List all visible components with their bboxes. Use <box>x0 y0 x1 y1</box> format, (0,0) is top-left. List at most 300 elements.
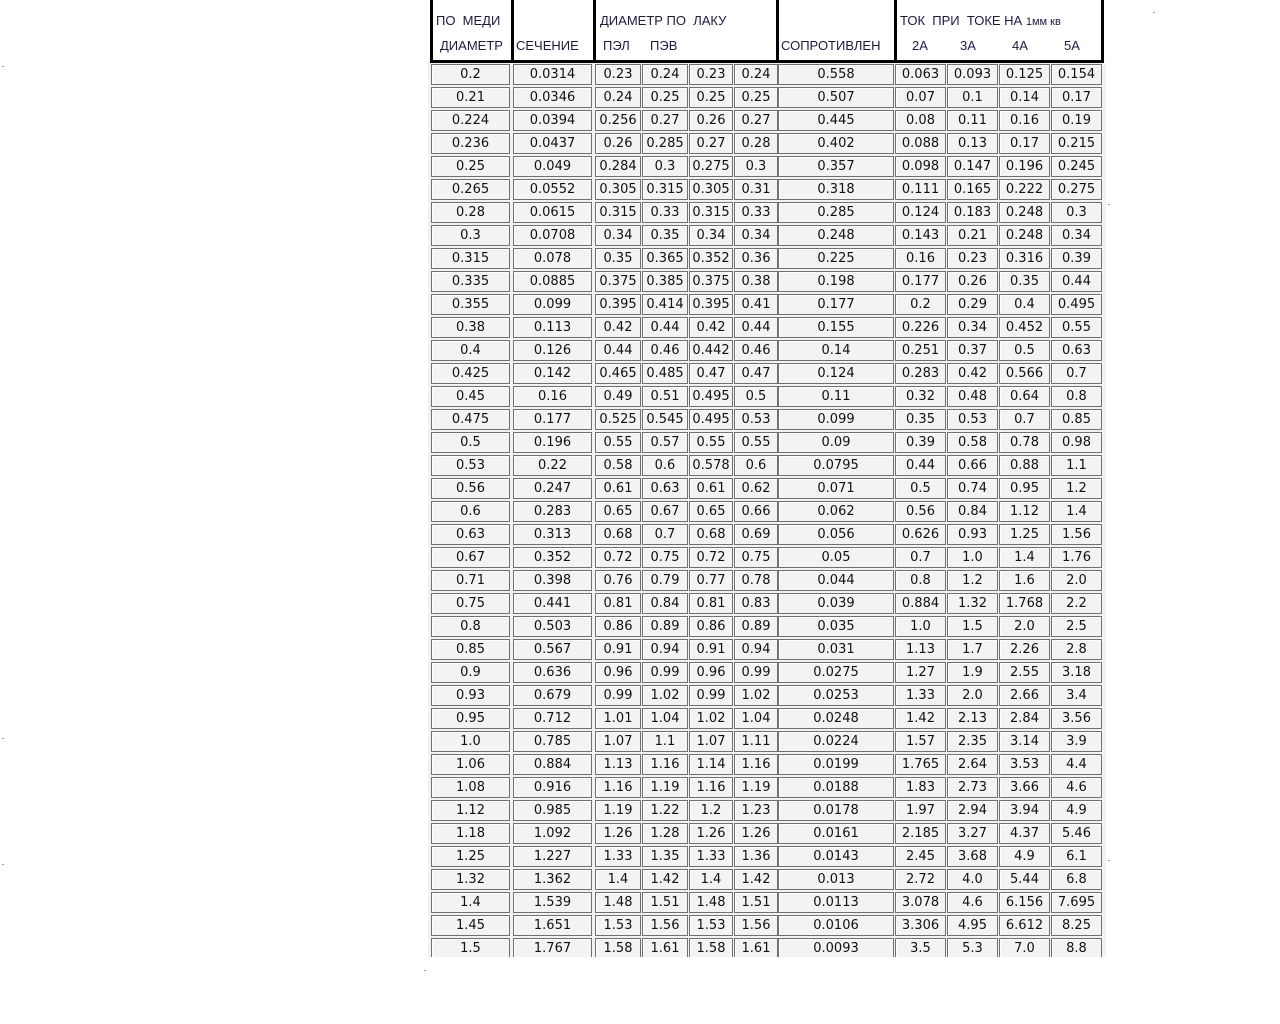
cell-pev-min: 0.375 <box>689 271 733 292</box>
cell-pev-max: 1.42 <box>734 869 778 890</box>
table-body <box>428 63 1106 957</box>
cell-current-4a: 0.14 <box>999 87 1050 108</box>
header-section: СЕЧЕНИЕ <box>516 38 579 53</box>
cell-current-4a: 0.17 <box>999 133 1050 154</box>
cell-section: 0.0885 <box>513 271 592 292</box>
cell-pev-max: 1.19 <box>734 777 778 798</box>
cell-current-3a: 0.53 <box>947 409 998 430</box>
cell-current-4a: 1.768 <box>999 593 1050 614</box>
cell-pev-min: 0.91 <box>689 639 733 660</box>
cell-resistance: 0.09 <box>778 432 894 453</box>
cell-section: 0.142 <box>513 363 592 384</box>
cell-pel-min: 0.86 <box>595 616 641 637</box>
table-row <box>428 776 1106 799</box>
cell-resistance: 0.558 <box>778 64 894 85</box>
cell-pev-max: 0.36 <box>734 248 778 269</box>
cell-copper-diameter: 1.32 <box>431 869 510 890</box>
table-row <box>428 753 1106 776</box>
cell-current-5a: 0.8 <box>1051 386 1102 407</box>
cell-pev-max: 0.75 <box>734 547 778 568</box>
cell-current-4a: 0.222 <box>999 179 1050 200</box>
cell-current-2a: 1.42 <box>895 708 946 729</box>
cell-copper-diameter: 0.93 <box>431 685 510 706</box>
cell-pev-max: 0.38 <box>734 271 778 292</box>
cell-pev-min: 0.495 <box>689 409 733 430</box>
cell-copper-diameter: 0.2 <box>431 64 510 85</box>
cell-copper-diameter: 0.5 <box>431 432 510 453</box>
table-row <box>428 707 1106 730</box>
cell-resistance: 0.0106 <box>778 915 894 936</box>
cell-pev-max: 0.62 <box>734 478 778 499</box>
cell-pel-min: 0.34 <box>595 225 641 246</box>
cell-copper-diameter: 0.38 <box>431 317 510 338</box>
cell-current-2a: 0.32 <box>895 386 946 407</box>
cell-pel-min: 0.26 <box>595 133 641 154</box>
cell-pel-min: 0.23 <box>595 64 641 85</box>
cell-section: 0.196 <box>513 432 592 453</box>
cell-current-2a: 0.626 <box>895 524 946 545</box>
header-border-2 <box>593 0 596 63</box>
cell-pev-max: 0.34 <box>734 225 778 246</box>
table-row <box>428 109 1106 132</box>
cell-pev-max: 0.78 <box>734 570 778 591</box>
cell-current-5a: 6.8 <box>1051 869 1102 890</box>
table-row <box>428 408 1106 431</box>
cell-pev-max: 0.31 <box>734 179 778 200</box>
cell-pev-max: 1.56 <box>734 915 778 936</box>
cell-copper-diameter: 0.9 <box>431 662 510 683</box>
cell-section: 0.0394 <box>513 110 592 131</box>
speck-2 <box>1108 204 1110 205</box>
cell-copper-diameter: 0.224 <box>431 110 510 131</box>
cell-current-4a: 4.9 <box>999 846 1050 867</box>
cell-current-4a: 4.37 <box>999 823 1050 844</box>
cell-current-3a: 1.9 <box>947 662 998 683</box>
header-border-3 <box>776 0 779 63</box>
table-row <box>428 937 1106 957</box>
cell-pel-max: 1.02 <box>642 685 688 706</box>
cell-copper-diameter: 0.85 <box>431 639 510 660</box>
cell-pev-min: 0.275 <box>689 156 733 177</box>
cell-section: 0.567 <box>513 639 592 660</box>
cell-pel-max: 0.94 <box>642 639 688 660</box>
cell-current-5a: 0.85 <box>1051 409 1102 430</box>
cell-pel-max: 0.385 <box>642 271 688 292</box>
cell-current-4a: 0.452 <box>999 317 1050 338</box>
cell-pel-min: 0.375 <box>595 271 641 292</box>
cell-current-3a: 0.42 <box>947 363 998 384</box>
table-row <box>428 224 1106 247</box>
cell-copper-diameter: 0.21 <box>431 87 510 108</box>
cell-pev-max: 0.6 <box>734 455 778 476</box>
cell-current-2a: 0.251 <box>895 340 946 361</box>
cell-current-4a: 0.566 <box>999 363 1050 384</box>
table-row <box>428 247 1106 270</box>
cell-current-4a: 3.66 <box>999 777 1050 798</box>
cell-current-2a: 0.2 <box>895 294 946 315</box>
table-row <box>428 63 1106 86</box>
cell-section: 0.352 <box>513 547 592 568</box>
cell-pel-min: 0.76 <box>595 570 641 591</box>
cell-current-5a: 1.2 <box>1051 478 1102 499</box>
cell-copper-diameter: 0.28 <box>431 202 510 223</box>
cell-current-4a: 0.88 <box>999 455 1050 476</box>
cell-pev-min: 0.99 <box>689 685 733 706</box>
cell-current-3a: 0.37 <box>947 340 998 361</box>
cell-pev-min: 1.4 <box>689 869 733 890</box>
cell-pev-min: 1.02 <box>689 708 733 729</box>
cell-resistance: 0.0143 <box>778 846 894 867</box>
cell-current-3a: 0.58 <box>947 432 998 453</box>
cell-pel-min: 1.4 <box>595 869 641 890</box>
cell-pel-max: 0.75 <box>642 547 688 568</box>
cell-current-3a: 0.23 <box>947 248 998 269</box>
cell-pev-min: 0.395 <box>689 294 733 315</box>
cell-current-2a: 0.283 <box>895 363 946 384</box>
cell-current-5a: 4.9 <box>1051 800 1102 821</box>
header-amp-3: 3А <box>960 38 976 53</box>
cell-pev-min: 0.86 <box>689 616 733 637</box>
cell-current-5a: 0.19 <box>1051 110 1102 131</box>
cell-pel-max: 1.35 <box>642 846 688 867</box>
cell-section: 0.916 <box>513 777 592 798</box>
cell-pel-min: 0.65 <box>595 501 641 522</box>
speck-7 <box>424 970 426 971</box>
cell-pel-max: 0.51 <box>642 386 688 407</box>
cell-pev-min: 0.96 <box>689 662 733 683</box>
cell-section: 0.099 <box>513 294 592 315</box>
cell-current-4a: 1.12 <box>999 501 1050 522</box>
cell-current-5a: 4.6 <box>1051 777 1102 798</box>
table-row <box>428 615 1106 638</box>
cell-section: 0.679 <box>513 685 592 706</box>
cell-pel-max: 0.46 <box>642 340 688 361</box>
cell-current-5a: 3.18 <box>1051 662 1102 683</box>
cell-current-5a: 4.4 <box>1051 754 1102 775</box>
speck-4 <box>2 66 4 67</box>
cell-current-3a: 0.84 <box>947 501 998 522</box>
cell-pev-max: 0.46 <box>734 340 778 361</box>
cell-current-3a: 3.68 <box>947 846 998 867</box>
cell-current-3a: 3.27 <box>947 823 998 844</box>
cell-pev-min: 1.2 <box>689 800 733 821</box>
cell-copper-diameter: 0.63 <box>431 524 510 545</box>
cell-current-5a: 2.2 <box>1051 593 1102 614</box>
cell-section: 0.113 <box>513 317 592 338</box>
cell-current-4a: 0.4 <box>999 294 1050 315</box>
cell-pev-max: 1.36 <box>734 846 778 867</box>
header-varnish-title: ДИАМЕТР ПО ЛАКУ <box>600 13 727 28</box>
cell-copper-diameter: 0.45 <box>431 386 510 407</box>
cell-current-2a: 0.088 <box>895 133 946 154</box>
cell-section: 1.227 <box>513 846 592 867</box>
cell-current-4a: 0.196 <box>999 156 1050 177</box>
cell-resistance: 0.031 <box>778 639 894 660</box>
cell-pel-min: 1.48 <box>595 892 641 913</box>
table-row <box>428 316 1106 339</box>
cell-resistance: 0.0093 <box>778 938 894 957</box>
cell-pel-max: 0.27 <box>642 110 688 131</box>
cell-section: 0.049 <box>513 156 592 177</box>
cell-current-5a: 0.63 <box>1051 340 1102 361</box>
cell-current-2a: 2.72 <box>895 869 946 890</box>
cell-current-5a: 0.34 <box>1051 225 1102 246</box>
cell-current-2a: 2.45 <box>895 846 946 867</box>
cell-pel-max: 0.24 <box>642 64 688 85</box>
cell-pev-min: 0.578 <box>689 455 733 476</box>
cell-current-3a: 0.1 <box>947 87 998 108</box>
cell-resistance: 0.318 <box>778 179 894 200</box>
table-row <box>428 155 1106 178</box>
cell-current-5a: 0.154 <box>1051 64 1102 85</box>
cell-current-3a: 2.64 <box>947 754 998 775</box>
cell-resistance: 0.0248 <box>778 708 894 729</box>
speck-1 <box>1153 12 1155 13</box>
cell-current-3a: 0.11 <box>947 110 998 131</box>
cell-pel-max: 0.3 <box>642 156 688 177</box>
header-border-4 <box>894 0 897 63</box>
cell-current-5a: 0.39 <box>1051 248 1102 269</box>
table-row <box>428 546 1106 569</box>
cell-pel-max: 0.414 <box>642 294 688 315</box>
cell-pev-max: 1.04 <box>734 708 778 729</box>
speck-5 <box>2 738 4 739</box>
cell-pel-max: 1.51 <box>642 892 688 913</box>
cell-pev-min: 1.48 <box>689 892 733 913</box>
cell-copper-diameter: 1.12 <box>431 800 510 821</box>
cell-current-5a: 3.9 <box>1051 731 1102 752</box>
cell-current-5a: 1.76 <box>1051 547 1102 568</box>
cell-current-3a: 0.183 <box>947 202 998 223</box>
cell-current-2a: 0.063 <box>895 64 946 85</box>
cell-current-3a: 2.73 <box>947 777 998 798</box>
cell-current-4a: 0.95 <box>999 478 1050 499</box>
cell-pel-max: 1.28 <box>642 823 688 844</box>
cell-current-2a: 0.7 <box>895 547 946 568</box>
cell-current-3a: 0.74 <box>947 478 998 499</box>
table-row <box>428 523 1106 546</box>
cell-section: 0.0615 <box>513 202 592 223</box>
cell-copper-diameter: 1.08 <box>431 777 510 798</box>
cell-pel-max: 0.63 <box>642 478 688 499</box>
cell-pev-max: 0.89 <box>734 616 778 637</box>
table-row <box>428 868 1106 891</box>
cell-current-2a: 1.27 <box>895 662 946 683</box>
cell-current-2a: 0.111 <box>895 179 946 200</box>
cell-current-5a: 0.98 <box>1051 432 1102 453</box>
table-header <box>428 0 1106 63</box>
cell-section: 0.985 <box>513 800 592 821</box>
cell-section: 0.441 <box>513 593 592 614</box>
cell-pel-min: 0.49 <box>595 386 641 407</box>
cell-resistance: 0.225 <box>778 248 894 269</box>
cell-resistance: 0.124 <box>778 363 894 384</box>
cell-resistance: 0.013 <box>778 869 894 890</box>
cell-pev-min: 0.25 <box>689 87 733 108</box>
table-row <box>428 799 1106 822</box>
cell-section: 0.313 <box>513 524 592 545</box>
cell-current-3a: 2.0 <box>947 685 998 706</box>
cell-pel-min: 0.96 <box>595 662 641 683</box>
table-row <box>428 270 1106 293</box>
cell-pev-min: 0.72 <box>689 547 733 568</box>
cell-copper-diameter: 0.425 <box>431 363 510 384</box>
cell-pel-max: 0.79 <box>642 570 688 591</box>
cell-pev-min: 1.14 <box>689 754 733 775</box>
cell-current-5a: 1.1 <box>1051 455 1102 476</box>
cell-pel-max: 0.545 <box>642 409 688 430</box>
table-row <box>428 201 1106 224</box>
cell-pev-min: 1.33 <box>689 846 733 867</box>
cell-pel-max: 0.89 <box>642 616 688 637</box>
cell-resistance: 0.14 <box>778 340 894 361</box>
cell-current-3a: 4.95 <box>947 915 998 936</box>
cell-pel-min: 0.55 <box>595 432 641 453</box>
table-row <box>428 845 1106 868</box>
cell-pev-max: 0.66 <box>734 501 778 522</box>
cell-current-3a: 0.13 <box>947 133 998 154</box>
table-row <box>428 822 1106 845</box>
cell-pev-max: 0.5 <box>734 386 778 407</box>
cell-copper-diameter: 1.25 <box>431 846 510 867</box>
cell-pev-min: 0.81 <box>689 593 733 614</box>
cell-current-3a: 0.21 <box>947 225 998 246</box>
cell-pel-min: 1.07 <box>595 731 641 752</box>
cell-current-2a: 1.765 <box>895 754 946 775</box>
cell-resistance: 0.402 <box>778 133 894 154</box>
cell-pel-max: 0.365 <box>642 248 688 269</box>
cell-current-4a: 2.0 <box>999 616 1050 637</box>
cell-pev-max: 1.16 <box>734 754 778 775</box>
cell-section: 0.16 <box>513 386 592 407</box>
cell-section: 0.22 <box>513 455 592 476</box>
cell-pev-max: 0.33 <box>734 202 778 223</box>
cell-current-3a: 0.66 <box>947 455 998 476</box>
cell-resistance: 0.285 <box>778 202 894 223</box>
cell-current-4a: 1.25 <box>999 524 1050 545</box>
cell-resistance: 0.0275 <box>778 662 894 683</box>
cell-section: 0.0314 <box>513 64 592 85</box>
cell-pel-max: 1.04 <box>642 708 688 729</box>
cell-pev-min: 0.68 <box>689 524 733 545</box>
cell-pel-max: 1.56 <box>642 915 688 936</box>
header-current-title <box>900 14 1061 29</box>
cell-section: 0.126 <box>513 340 592 361</box>
cell-pev-min: 0.77 <box>689 570 733 591</box>
cell-section: 1.767 <box>513 938 592 957</box>
cell-current-2a: 0.44 <box>895 455 946 476</box>
cell-resistance: 0.099 <box>778 409 894 430</box>
cell-current-5a: 2.8 <box>1051 639 1102 660</box>
cell-current-4a: 3.53 <box>999 754 1050 775</box>
cell-copper-diameter: 1.5 <box>431 938 510 957</box>
cell-current-3a: 4.6 <box>947 892 998 913</box>
cell-section: 0.0552 <box>513 179 592 200</box>
cell-section: 1.362 <box>513 869 592 890</box>
table-row <box>428 178 1106 201</box>
cell-current-5a: 8.25 <box>1051 915 1102 936</box>
cell-copper-diameter: 0.6 <box>431 501 510 522</box>
cell-current-2a: 0.143 <box>895 225 946 246</box>
cell-pev-min: 0.61 <box>689 478 733 499</box>
cell-pel-max: 1.61 <box>642 938 688 957</box>
cell-resistance: 0.177 <box>778 294 894 315</box>
cell-pel-max: 0.315 <box>642 179 688 200</box>
cell-pev-max: 0.3 <box>734 156 778 177</box>
cell-copper-diameter: 0.3 <box>431 225 510 246</box>
table-row <box>428 362 1106 385</box>
cell-current-4a: 0.5 <box>999 340 1050 361</box>
cell-pev-max: 1.51 <box>734 892 778 913</box>
cell-current-4a: 0.16 <box>999 110 1050 131</box>
cell-resistance: 0.0113 <box>778 892 894 913</box>
cell-pev-max: 0.99 <box>734 662 778 683</box>
cell-current-4a: 0.35 <box>999 271 1050 292</box>
cell-current-5a: 0.495 <box>1051 294 1102 315</box>
cell-pev-max: 0.41 <box>734 294 778 315</box>
cell-pev-min: 0.55 <box>689 432 733 453</box>
cell-pel-min: 0.44 <box>595 340 641 361</box>
cell-current-3a: 4.0 <box>947 869 998 890</box>
cell-current-4a: 3.94 <box>999 800 1050 821</box>
table-row <box>428 914 1106 937</box>
cell-current-2a: 3.078 <box>895 892 946 913</box>
cell-pel-min: 1.01 <box>595 708 641 729</box>
cell-pel-min: 0.24 <box>595 87 641 108</box>
cell-current-3a: 0.147 <box>947 156 998 177</box>
cell-current-2a: 1.13 <box>895 639 946 660</box>
cell-pel-min: 0.305 <box>595 179 641 200</box>
cell-pel-min: 0.395 <box>595 294 641 315</box>
cell-copper-diameter: 0.71 <box>431 570 510 591</box>
cell-pel-max: 0.25 <box>642 87 688 108</box>
cell-pev-max: 0.24 <box>734 64 778 85</box>
cell-current-3a: 2.94 <box>947 800 998 821</box>
cell-copper-diameter: 1.18 <box>431 823 510 844</box>
cell-current-5a: 0.44 <box>1051 271 1102 292</box>
cell-pel-min: 1.33 <box>595 846 641 867</box>
cell-section: 1.651 <box>513 915 592 936</box>
cell-current-3a: 1.0 <box>947 547 998 568</box>
cell-current-4a: 2.66 <box>999 685 1050 706</box>
cell-current-5a: 1.56 <box>1051 524 1102 545</box>
cell-pel-min: 1.13 <box>595 754 641 775</box>
cell-resistance: 0.198 <box>778 271 894 292</box>
cell-pev-min: 0.27 <box>689 133 733 154</box>
cell-current-5a: 0.3 <box>1051 202 1102 223</box>
cell-pel-min: 1.16 <box>595 777 641 798</box>
cell-current-5a: 7.695 <box>1051 892 1102 913</box>
cell-current-5a: 8.8 <box>1051 938 1102 957</box>
cell-current-4a: 0.316 <box>999 248 1050 269</box>
cell-pev-min: 1.07 <box>689 731 733 752</box>
cell-current-4a: 1.6 <box>999 570 1050 591</box>
cell-copper-diameter: 0.335 <box>431 271 510 292</box>
table-row <box>428 638 1106 661</box>
cell-pel-max: 0.57 <box>642 432 688 453</box>
cell-current-4a: 3.14 <box>999 731 1050 752</box>
cell-pel-min: 1.19 <box>595 800 641 821</box>
cell-section: 0.0346 <box>513 87 592 108</box>
cell-current-5a: 0.215 <box>1051 133 1102 154</box>
cell-pel-min: 1.53 <box>595 915 641 936</box>
cell-current-3a: 0.34 <box>947 317 998 338</box>
table-row <box>428 132 1106 155</box>
table-row <box>428 661 1106 684</box>
cell-pel-min: 0.35 <box>595 248 641 269</box>
cell-current-2a: 0.226 <box>895 317 946 338</box>
cell-pel-min: 0.525 <box>595 409 641 430</box>
